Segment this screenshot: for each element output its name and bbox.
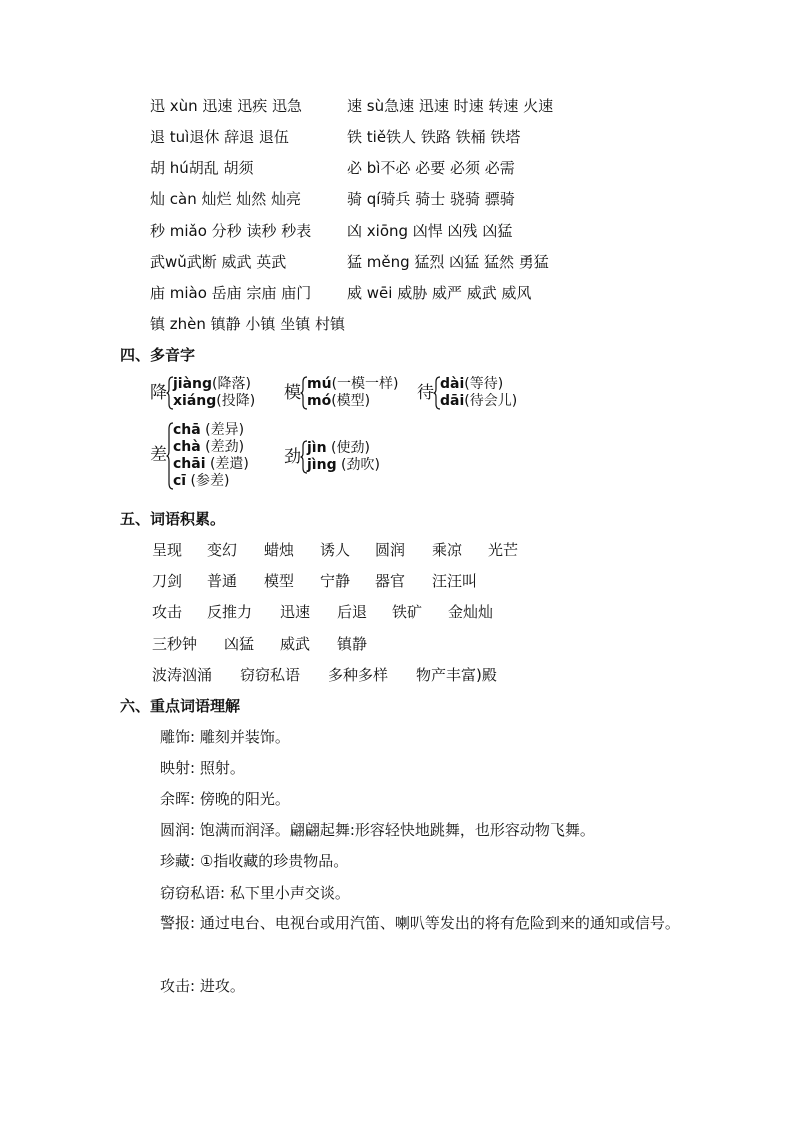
vocab-word: 金灿灿 — [448, 603, 494, 621]
char-entry: 必 bì不必 必要 必须 必需 — [347, 159, 515, 177]
section-heading: 六、重点词语理解 — [120, 697, 241, 715]
vocab-word: 镇静 — [337, 635, 368, 653]
polyphone-group — [150, 422, 270, 492]
vocab-word: 多种多样 — [328, 666, 389, 684]
vocab-word: 圆润 — [375, 541, 406, 559]
polyphone-group — [284, 440, 404, 476]
char-entry: 秒 miǎo 分秒 读秒 秒表 — [150, 222, 312, 240]
char-entry: 灿 càn 灿烂 灿然 灿亮 — [150, 190, 302, 208]
definition: 圆润: 饱满而润泽。翩翩起舞:形容轻快地跳舞，也形容动物飞舞。 — [160, 821, 595, 839]
char-entry: 迅 xùn 迅速 迅疾 迅急 — [150, 97, 302, 115]
vocab-word: 光芒 — [488, 541, 519, 559]
polyphone-reading: cī (参差) — [173, 473, 230, 489]
definition: 映射: 照射。 — [160, 759, 245, 777]
vocab-word: 诱人 — [320, 541, 351, 559]
vocab-word: 变幻 — [207, 541, 238, 559]
polyphone-reading: xiáng(投降) — [173, 393, 256, 409]
polyphone-reading: jiàng(降落) — [173, 376, 251, 392]
polyphone-reading: chāi (差遣) — [173, 456, 249, 472]
char-entry: 猛 měng 猛烈 凶猛 猛然 勇猛 — [347, 253, 549, 271]
polyphone-char: 降 — [150, 383, 167, 403]
char-entry: 凶 xiōng 凶悍 凶残 凶猛 — [347, 222, 513, 240]
char-entry: 威 wēi 威胁 威严 威武 威风 — [347, 284, 532, 302]
vocab-word: 模型 — [264, 572, 295, 590]
definition: 珍藏: ①指收藏的珍贵物品。 — [160, 852, 349, 870]
section-heading: 四、多音字 — [120, 346, 196, 364]
char-entry: 速 sù急速 迅速 时速 转速 火速 — [347, 97, 554, 115]
vocab-word: 宁静 — [320, 572, 351, 590]
definition: 警报: 通过电台、电视台或用汽笛、喇叭等发出的将有危险到来的通知或信号。 — [160, 914, 680, 932]
polyphone-reading: dài(等待) — [440, 376, 504, 392]
char-entry: 退 tuì退休 辞退 退伍 — [150, 128, 289, 146]
vocab-word: 后退 — [337, 603, 368, 621]
definition: 余晖: 傍晚的阳光。 — [160, 790, 290, 808]
polyphone-reading: jìng (劲吹) — [307, 457, 380, 473]
vocab-word: 三秒钟 — [152, 635, 198, 653]
vocab-word: 铁矿 — [392, 603, 423, 621]
polyphone-reading: chà (差劲) — [173, 439, 245, 455]
vocab-word: 乘凉 — [432, 541, 463, 559]
polyphone-reading: jìn (使劲) — [307, 440, 370, 456]
polyphone-reading: dāi(待会儿) — [440, 393, 518, 409]
vocab-word: 呈现 — [152, 541, 183, 559]
polyphone-char: 差 — [150, 445, 167, 465]
vocab-word: 窃窃私语 — [240, 666, 301, 684]
polyphone-group — [284, 376, 414, 412]
vocab-word: 迅速 — [280, 603, 311, 621]
polyphone-reading: chā (差异) — [173, 422, 245, 438]
definition: 雕饰: 雕刻并装饰。 — [160, 728, 290, 746]
vocab-word: 刀剑 — [152, 572, 183, 590]
vocab-word: 物产丰富)殿 — [416, 666, 497, 684]
vocab-word: 攻击 — [152, 603, 183, 621]
vocab-word: 汪汪叫 — [432, 572, 478, 590]
polyphone-char: 待 — [417, 383, 434, 403]
section-heading: 五、词语积累。 — [120, 510, 226, 528]
polyphone-char: 模 — [284, 383, 301, 403]
vocab-word: 凶猛 — [224, 635, 255, 653]
vocab-word: 器官 — [375, 572, 406, 590]
char-entry: 武wǔ武断 威武 英武 — [150, 253, 287, 271]
polyphone-char: 劲 — [284, 447, 301, 467]
char-entry: 庙 miào 岳庙 宗庙 庙门 — [150, 284, 312, 302]
polyphone-group — [150, 376, 270, 412]
polyphone-group — [417, 376, 537, 412]
definition: 攻击: 进攻。 — [160, 977, 245, 995]
char-entry: 骑 qí骑兵 骑士 骁骑 骠骑 — [347, 190, 515, 208]
char-entry: 镇 zhèn 镇静 小镇 坐镇 村镇 — [150, 315, 345, 333]
definition: 窃窃私语: 私下里小声交谈。 — [160, 884, 350, 902]
vocab-word: 普通 — [207, 572, 238, 590]
char-entry: 胡 hú胡乱 胡须 — [150, 159, 254, 177]
vocab-word: 波涛汹涌 — [152, 666, 213, 684]
vocab-word: 反推力 — [207, 603, 253, 621]
polyphone-reading: mú(一模一样) — [307, 376, 399, 392]
polyphone-reading: mó(模型) — [307, 393, 371, 409]
vocab-word: 威武 — [280, 635, 311, 653]
vocab-word: 蜡烛 — [264, 541, 295, 559]
char-entry: 铁 tiě铁人 铁路 铁桶 铁塔 — [347, 128, 521, 146]
